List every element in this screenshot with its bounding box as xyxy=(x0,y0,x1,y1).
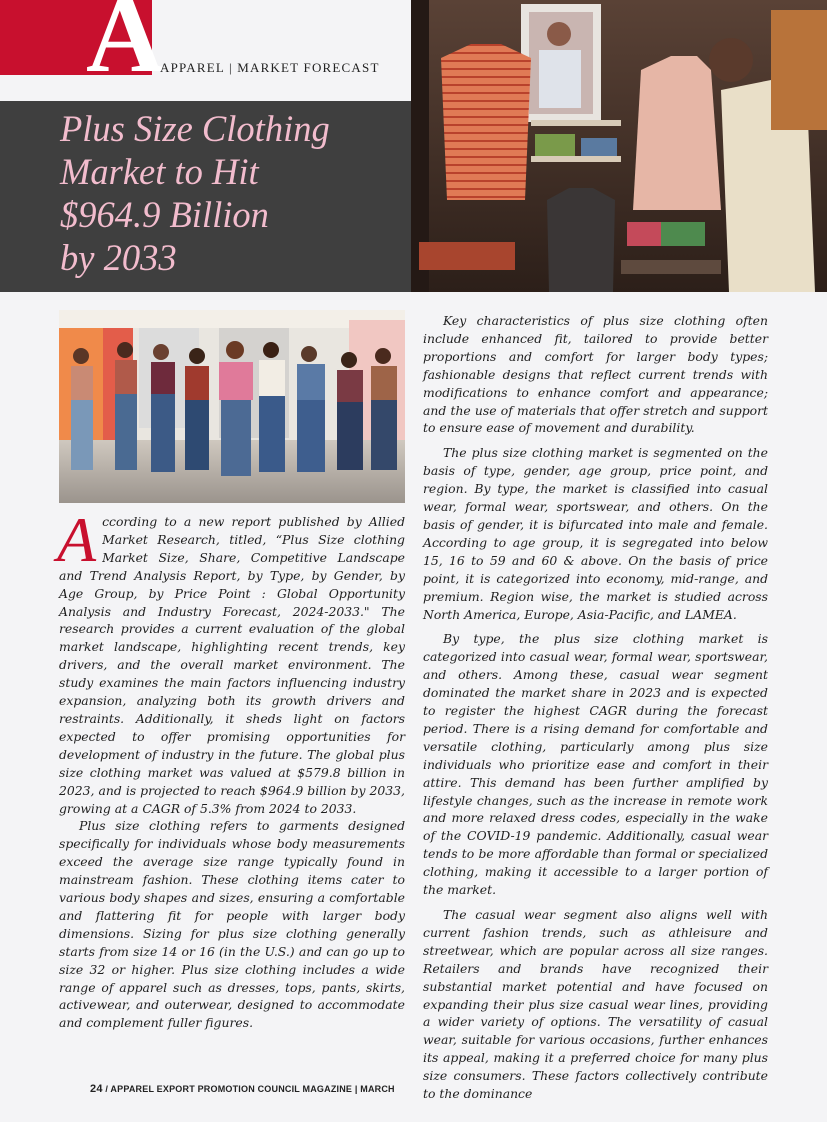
title-line: Plus Size Clothing xyxy=(60,108,330,149)
article-paragraph: The casual wear segment also aligns well with current fashion trends, such as athleisure and streetwear, which are popular across all size ranges. Retailers and brands have recognized their substantial market potential and have focused on expanding their plus size casual wear lines, providing a wider variety of options. The versatility of casual wear, suitable for various occasions, further enhances its appeal, making it a preferred choice for many plus size consumers. These factors collectively contribute to the dominance xyxy=(423,907,768,1102)
group-models-photo xyxy=(59,310,405,503)
article-paragraph: Key characteristics of plus size clothing often include enhanced fit, tailored to provide better proportions and comfort for larger body types; fashionable designs that reflect current trends with modifications to enhance comfort and appearance; and the use of materials that offer stretch and support to ensure ease of movement and durability. xyxy=(423,313,768,436)
title-panel xyxy=(0,101,411,292)
title-line: by 2033 xyxy=(60,237,177,278)
article-paragraph: By type, the plus size clothing market is categorized into casual wear, formal wear, sportswear, and others. Among these, casual wear segment dominated the market share in 2023 and is expected to register the highest CAGR during the forecast period. There is a rising demand for comfortable and versatile clothing, particularly among plus size individuals who prioritize ease and comfort in their attire. This demand has been further amplified by lifestyle changes, such as the increase in remote work and more relaxed dress codes, especially in the wake of the COVID-19 pandemic. Additionally, casual wear tends to be more affordable than formal or specialized clothing, making it accessible to a larger portion of the market. xyxy=(423,631,768,898)
article-paragraph: The plus size clothing market is segmented on the basis of type, gender, age group, price point, and region. By type, the market is classified into casual wear, formal wear, sportswear, and others. On the basis of gender, it is bifurcated into male and female. According to age group, it is segregated into below 15, 16 to 59 and 60 & above. On the basis of price point, it is categorized into economy, mid-range, and premium. Region wise, the market is studied across North America, Europe, Asia-Pacific, and LAMEA. xyxy=(423,445,768,622)
article-paragraph: Plus size clothing refers to garments designed specifically for individuals whose body measurements exceed the average size range typically found in mainstream fashion. These clothing items cater to various body shapes and sizes, ensuring a comfortable and flattering fit for people with larger body dimensions. Sizing for plus size clothing generally starts from size 14 or 16 (in the U.S.) and can go up to size 32 or higher. Plus size clothing includes a wide range of apparel such as dresses, tops, pants, skirts, activewear, and outerwear, designed to accommodate and complement fuller figures. xyxy=(59,818,405,1031)
title-line: $964.9 Billion xyxy=(60,194,269,235)
section-label: APPAREL | MARKET FORECAST xyxy=(160,60,380,75)
title-line: Market to Hit xyxy=(60,151,259,192)
store-display-photo xyxy=(411,0,827,292)
article-title xyxy=(60,107,400,279)
paragraph-text: ccording to a new report published by Allied Market Research, titled, “Plus Size clothing Market Size, Share, Competitive Landscape and Trend Analysis Report, by Type, by Gender, by Age Group, by Price Point : Global Opportunity Analysis and Industry Forecast, 2024-2033." The research provides a current evaluation of the global market landscape, highlighting recent trends, key drivers, and the overall market environment. The study examines the main factors influencing industry expansion, analyzing both its growth drivers and restraints. Additionally, it sheds light on factors expected to offer promising opportunities for development of industry in the future. The global plus size clothing market was valued at $579.8 billion in 2023, and is projected to reach $964.9 billion by 2033, growing at a CAGR of 5.3% from 2024 to 2033. xyxy=(59,514,405,816)
page-footer xyxy=(90,1083,395,1095)
footer-text: / APPAREL EXPORT PROMOTION COUNCIL MAGAZINE | MARCH xyxy=(105,1084,395,1094)
drop-cap: A xyxy=(57,504,97,575)
store-display-illustration xyxy=(411,0,827,292)
article-paragraph xyxy=(57,504,405,817)
article-left-column xyxy=(57,504,405,1032)
article-right-column xyxy=(423,312,768,1103)
group-models-illustration xyxy=(59,310,405,503)
logo-letter: A xyxy=(86,0,164,95)
magazine-logo xyxy=(0,0,164,95)
page-number: 24 xyxy=(90,1083,103,1095)
